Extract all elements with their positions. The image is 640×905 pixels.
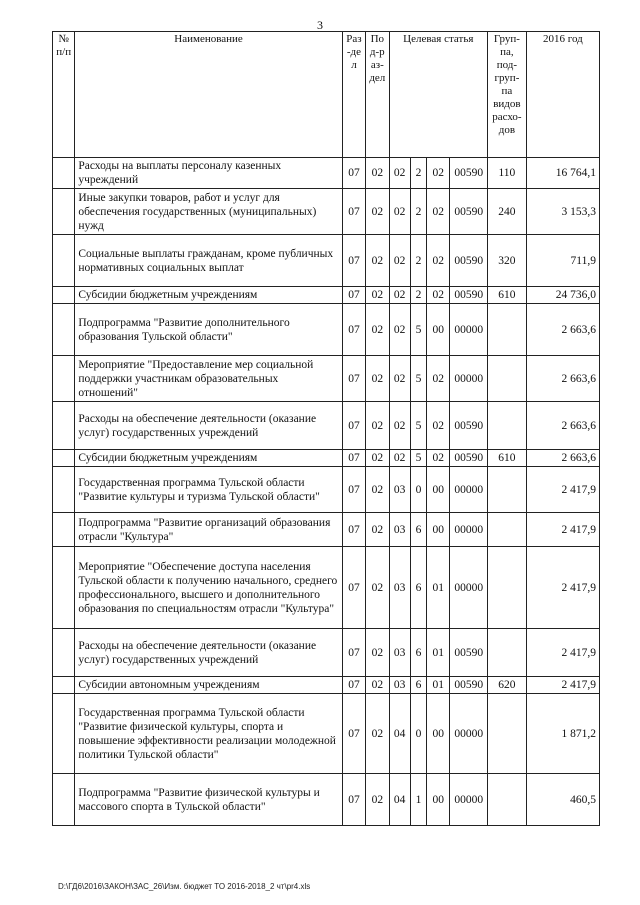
- cell-num: [53, 304, 75, 356]
- cell-vr: [488, 774, 527, 826]
- cell-t4: 00590: [450, 158, 488, 189]
- cell-pr: 02: [366, 235, 389, 287]
- cell-vr: 320: [488, 235, 527, 287]
- header-section: Раз-дел: [342, 32, 365, 158]
- cell-name: Расходы на обеспечение деятельности (оказание услуг) государственных учреждений: [75, 402, 342, 450]
- header-year: 2016 год: [526, 32, 599, 158]
- cell-amount: 2 663,6: [526, 450, 599, 467]
- cell-name: Государственная программа Тульской области "Развитие физической культуры, спорта и повышение эффективности реализации молодежной политики Тульской области": [75, 694, 342, 774]
- cell-rz: 07: [342, 694, 365, 774]
- table-row: [53, 774, 600, 826]
- cell-name: Субсидии бюджетным учреждениям: [75, 287, 342, 304]
- cell-amount: 2 417,9: [526, 629, 599, 677]
- file-path-footer: D:\ГД6\2016\ЗАКОН\ЗАС_26\Изм. бюджет ТО 2016-2018_2 чт\pr4.xls: [58, 882, 311, 891]
- cell-num: [53, 629, 75, 677]
- cell-pr: 02: [366, 304, 389, 356]
- table-row: [53, 513, 600, 547]
- cell-num: [53, 356, 75, 402]
- cell-amount: 3 153,3: [526, 189, 599, 235]
- cell-num: [53, 513, 75, 547]
- cell-t1: 04: [389, 694, 410, 774]
- cell-name: Субсидии автономным учреждениям: [75, 677, 342, 694]
- cell-rz: 07: [342, 287, 365, 304]
- cell-vr: [488, 629, 527, 677]
- cell-pr: 02: [366, 189, 389, 235]
- cell-rz: 07: [342, 356, 365, 402]
- cell-t3: 00: [427, 694, 450, 774]
- cell-t4: 00590: [450, 629, 488, 677]
- cell-t4: 00000: [450, 304, 488, 356]
- table-body: [53, 158, 600, 826]
- cell-t3: 02: [427, 450, 450, 467]
- cell-num: [53, 235, 75, 287]
- table-row: [53, 235, 600, 287]
- cell-t4: 00590: [450, 235, 488, 287]
- cell-t1: 03: [389, 513, 410, 547]
- table-row: [53, 450, 600, 467]
- cell-t4: 00000: [450, 774, 488, 826]
- cell-pr: 02: [366, 287, 389, 304]
- table-row: [53, 356, 600, 402]
- cell-name: Подпрограмма "Развитие физической культуры и массового спорта в Тульской области": [75, 774, 342, 826]
- cell-t1: 03: [389, 467, 410, 513]
- cell-name: Иные закупки товаров, работ и услуг для обеспечения государственных (муниципальных) нужд: [75, 189, 342, 235]
- cell-t3: 00: [427, 304, 450, 356]
- cell-t4: 00590: [450, 450, 488, 467]
- cell-num: [53, 547, 75, 629]
- cell-num: [53, 450, 75, 467]
- cell-rz: 07: [342, 402, 365, 450]
- cell-t4: 00000: [450, 694, 488, 774]
- cell-amount: 2 417,9: [526, 677, 599, 694]
- cell-rz: 07: [342, 629, 365, 677]
- cell-amount: 1 871,2: [526, 694, 599, 774]
- cell-amount: 16 764,1: [526, 158, 599, 189]
- table-row: [53, 547, 600, 629]
- cell-vr: 240: [488, 189, 527, 235]
- cell-pr: 02: [366, 158, 389, 189]
- cell-t3: 01: [427, 677, 450, 694]
- cell-amount: 2 663,6: [526, 304, 599, 356]
- cell-rz: 07: [342, 158, 365, 189]
- cell-t1: 02: [389, 304, 410, 356]
- cell-t2: 0: [410, 694, 426, 774]
- cell-t2: 5: [410, 402, 426, 450]
- header-num: № п/п: [53, 32, 75, 158]
- cell-vr: [488, 304, 527, 356]
- cell-t1: 02: [389, 450, 410, 467]
- cell-num: [53, 158, 75, 189]
- cell-vr: [488, 402, 527, 450]
- cell-vr: [488, 356, 527, 402]
- cell-rz: 07: [342, 513, 365, 547]
- cell-t1: 02: [389, 287, 410, 304]
- cell-pr: 02: [366, 677, 389, 694]
- cell-amount: 2 417,9: [526, 547, 599, 629]
- table-row: [53, 304, 600, 356]
- cell-t3: 00: [427, 467, 450, 513]
- budget-table: [52, 31, 600, 826]
- header-name: Наименование: [75, 32, 342, 158]
- cell-t1: 02: [389, 235, 410, 287]
- cell-pr: 02: [366, 547, 389, 629]
- cell-t4: 00590: [450, 402, 488, 450]
- cell-t1: 02: [389, 402, 410, 450]
- cell-t2: 0: [410, 467, 426, 513]
- cell-name: Социальные выплаты гражданам, кроме публичных нормативных социальных выплат: [75, 235, 342, 287]
- cell-rz: 07: [342, 189, 365, 235]
- cell-t2: 2: [410, 235, 426, 287]
- cell-t4: 00000: [450, 547, 488, 629]
- cell-t2: 5: [410, 304, 426, 356]
- cell-name: Мероприятие "Предоставление мер социальной поддержки участникам образовательных отношений": [75, 356, 342, 402]
- cell-t1: 03: [389, 629, 410, 677]
- cell-pr: 02: [366, 402, 389, 450]
- cell-t1: 02: [389, 158, 410, 189]
- cell-t1: 02: [389, 189, 410, 235]
- cell-name: Подпрограмма "Развитие организаций образования отрасли "Культура": [75, 513, 342, 547]
- cell-num: [53, 677, 75, 694]
- cell-t3: 02: [427, 189, 450, 235]
- cell-vr: 620: [488, 677, 527, 694]
- cell-vr: 610: [488, 287, 527, 304]
- table-row: [53, 189, 600, 235]
- cell-vr: 610: [488, 450, 527, 467]
- cell-t4: 00590: [450, 677, 488, 694]
- cell-t2: 2: [410, 287, 426, 304]
- table-row: [53, 402, 600, 450]
- cell-num: [53, 694, 75, 774]
- cell-amount: 24 736,0: [526, 287, 599, 304]
- cell-name: Расходы на обеспечение деятельности (оказание услуг) государственных учреждений: [75, 629, 342, 677]
- table-row: [53, 467, 600, 513]
- cell-rz: 07: [342, 467, 365, 513]
- cell-t1: 04: [389, 774, 410, 826]
- cell-vr: [488, 467, 527, 513]
- cell-vr: [488, 694, 527, 774]
- cell-t4: 00000: [450, 513, 488, 547]
- cell-num: [53, 467, 75, 513]
- cell-amount: 2 663,6: [526, 402, 599, 450]
- table-row: [53, 287, 600, 304]
- cell-pr: 02: [366, 774, 389, 826]
- cell-t4: 00590: [450, 189, 488, 235]
- table-header-row: [53, 32, 600, 158]
- cell-pr: 02: [366, 356, 389, 402]
- header-target: Целевая статья: [389, 32, 488, 158]
- cell-t4: 00590: [450, 287, 488, 304]
- cell-t3: 02: [427, 402, 450, 450]
- cell-vr: [488, 547, 527, 629]
- cell-rz: 07: [342, 235, 365, 287]
- cell-t3: 02: [427, 356, 450, 402]
- cell-t4: 00000: [450, 467, 488, 513]
- cell-num: [53, 189, 75, 235]
- table-row: [53, 694, 600, 774]
- cell-t2: 6: [410, 677, 426, 694]
- cell-t2: 6: [410, 547, 426, 629]
- cell-vr: [488, 513, 527, 547]
- cell-t3: 01: [427, 629, 450, 677]
- cell-t2: 2: [410, 189, 426, 235]
- cell-t2: 5: [410, 356, 426, 402]
- cell-t2: 2: [410, 158, 426, 189]
- cell-t1: 02: [389, 356, 410, 402]
- table-row: [53, 158, 600, 189]
- cell-t2: 1: [410, 774, 426, 826]
- cell-pr: 02: [366, 467, 389, 513]
- cell-amount: 460,5: [526, 774, 599, 826]
- cell-amount: 2 417,9: [526, 513, 599, 547]
- cell-t3: 02: [427, 235, 450, 287]
- cell-name: Подпрограмма "Развитие дополнительного образования Тульской области": [75, 304, 342, 356]
- cell-amount: 711,9: [526, 235, 599, 287]
- page-number: 3: [317, 18, 323, 32]
- table-row: [53, 677, 600, 694]
- cell-name: Мероприятие "Обеспечение доступа населения Тульской области к получению начального, среднего профессионального, высшего и дополнительного образования по специальностям отрасли "Культура": [75, 547, 342, 629]
- cell-t3: 01: [427, 547, 450, 629]
- cell-num: [53, 774, 75, 826]
- cell-name: Государственная программа Тульской области "Развитие культуры и туризма Тульской области": [75, 467, 342, 513]
- cell-name: Расходы на выплаты персоналу казенных учреждений: [75, 158, 342, 189]
- cell-t2: 6: [410, 513, 426, 547]
- cell-t1: 03: [389, 677, 410, 694]
- cell-t4: 00000: [450, 356, 488, 402]
- header-subsection: Под-раз-дел: [366, 32, 389, 158]
- cell-t1: 03: [389, 547, 410, 629]
- table-row: [53, 629, 600, 677]
- cell-t2: 6: [410, 629, 426, 677]
- cell-rz: 07: [342, 677, 365, 694]
- cell-pr: 02: [366, 694, 389, 774]
- cell-name: Субсидии бюджетным учреждениям: [75, 450, 342, 467]
- cell-rz: 07: [342, 304, 365, 356]
- cell-t3: 02: [427, 158, 450, 189]
- cell-t3: 00: [427, 774, 450, 826]
- cell-amount: 2 663,6: [526, 356, 599, 402]
- cell-rz: 07: [342, 450, 365, 467]
- header-group: Груп-па, под-груп-па видов расхо-дов: [488, 32, 527, 158]
- cell-pr: 02: [366, 450, 389, 467]
- cell-amount: 2 417,9: [526, 467, 599, 513]
- cell-num: [53, 402, 75, 450]
- cell-rz: 07: [342, 774, 365, 826]
- cell-rz: 07: [342, 547, 365, 629]
- cell-pr: 02: [366, 629, 389, 677]
- cell-num: [53, 287, 75, 304]
- cell-pr: 02: [366, 513, 389, 547]
- cell-t3: 00: [427, 513, 450, 547]
- cell-t3: 02: [427, 287, 450, 304]
- cell-vr: 110: [488, 158, 527, 189]
- cell-t2: 5: [410, 450, 426, 467]
